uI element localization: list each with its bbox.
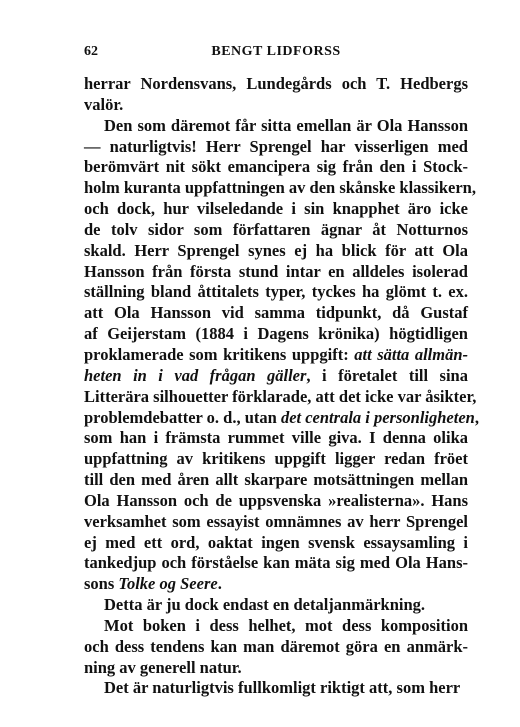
text-line bbox=[84, 324, 468, 345]
text-segment: sons bbox=[84, 574, 119, 594]
text-line bbox=[84, 241, 468, 262]
text-segment: verksamhet som essayist omnämnes av herr Sprengel bbox=[84, 511, 468, 531]
body-text bbox=[84, 74, 479, 699]
text-line bbox=[84, 574, 468, 595]
text-line bbox=[84, 428, 468, 449]
text-line bbox=[84, 282, 468, 303]
text-line bbox=[84, 595, 468, 616]
text-line bbox=[84, 178, 476, 199]
text-segment: som han i främsta rummet ville giva. I denna olika bbox=[84, 428, 468, 448]
text-segment: . bbox=[217, 574, 222, 594]
text-segment: och dess tendens kan man däremot göra en anmärk- bbox=[84, 636, 468, 656]
text-line bbox=[84, 658, 468, 679]
text-line bbox=[84, 553, 468, 574]
italic-text: Tolke og Seere bbox=[118, 574, 218, 594]
paragraph bbox=[84, 74, 468, 116]
text-segment: och dock, hur vilseledande i sin knapphet äro icke bbox=[84, 199, 468, 219]
text-line bbox=[84, 533, 468, 554]
text-line bbox=[84, 303, 468, 324]
text-segment: Litterära silhouetter förklarade, att det icke var åsikter, bbox=[84, 386, 477, 406]
paragraph bbox=[84, 115, 479, 595]
text-segment: af Geijerstam (1884 i Dagens krönika) högtidligen bbox=[84, 324, 468, 344]
text-line bbox=[84, 616, 468, 637]
text-segment: ning av generell natur. bbox=[84, 657, 242, 677]
text-line bbox=[84, 157, 468, 178]
text-segment: berömvärt nit sökt emancipera sig från den i Stock- bbox=[84, 157, 468, 177]
text-segment: valör. bbox=[84, 94, 124, 114]
text-line bbox=[84, 74, 468, 95]
text-line bbox=[84, 137, 468, 158]
text-segment: Det är naturligtvis fullkomligt riktigt att, som herr bbox=[104, 678, 461, 698]
text-segment: holm kuranta uppfattningen av den skånske klassikern, bbox=[84, 178, 476, 198]
text-line bbox=[84, 386, 477, 408]
text-line bbox=[84, 366, 468, 387]
text-line bbox=[84, 512, 468, 533]
text-segment: proklamerade som kritikens uppgift: bbox=[84, 344, 355, 364]
text-segment: Hansson från första stund intar en alldeles isolerad bbox=[84, 261, 468, 281]
text-segment: Ola Hansson och de uppsvenska »realisterna». Hans bbox=[84, 490, 468, 510]
text-line bbox=[84, 220, 468, 241]
text-segment: Detta är ju dock endast en detaljanmärkning. bbox=[104, 595, 426, 615]
text-segment: ej med ett ord, oaktat ingen svensk essaysamling i bbox=[84, 532, 468, 552]
text-line bbox=[84, 95, 468, 116]
text-segment: att Ola Hansson vid samma tidpunkt, då Gustaf bbox=[84, 303, 468, 323]
page-header bbox=[84, 44, 468, 64]
text-segment: herrar Nordensvans, Lundegårds och T. Hedbergs bbox=[84, 74, 468, 93]
italic-text: det centrala i personligheten bbox=[280, 407, 475, 427]
text-segment: problemdebatter o. d., utan bbox=[84, 407, 281, 427]
text-segment: uppfattning av kritikens uppgift ligger redan fröet bbox=[84, 449, 468, 469]
text-segment: till den med åren allt skarpare motsättningen mellan bbox=[84, 470, 468, 490]
text-line bbox=[84, 678, 468, 699]
paragraph bbox=[84, 616, 468, 679]
text-line bbox=[84, 199, 468, 220]
text-segment: ställning bland åttitalets typer, tyckes ha glömt t. ex. bbox=[84, 282, 468, 302]
italic-text: heten in i vad frågan gäller bbox=[84, 365, 307, 385]
text-line bbox=[84, 345, 468, 366]
paragraph bbox=[84, 595, 468, 616]
page-number: 62 bbox=[84, 44, 98, 59]
text-segment: Den som däremot får sitta emellan är Ola Hansson bbox=[104, 115, 468, 135]
text-segment: — naturligtvis! Herr Sprengel har visserligen med bbox=[84, 136, 468, 156]
text-segment: Mot boken i dess helhet, mot dess komposition bbox=[104, 615, 468, 635]
text-line bbox=[84, 470, 468, 491]
text-line bbox=[84, 449, 468, 470]
text-segment: , i företalet till sina bbox=[306, 365, 468, 385]
italic-text: att sätta allmän- bbox=[354, 344, 468, 364]
paragraph bbox=[84, 678, 468, 699]
text-line bbox=[84, 407, 479, 429]
text-segment: , bbox=[474, 407, 479, 427]
text-line bbox=[84, 116, 468, 137]
text-line bbox=[84, 637, 468, 658]
text-segment: skald. Herr Sprengel synes ej ha blick för att Ola bbox=[84, 240, 468, 260]
text-line bbox=[84, 491, 468, 512]
text-segment: de tolv sidor som författaren ägnar åt Notturnos bbox=[84, 219, 468, 239]
text-segment: tankedjup och förståelse kan mäta sig med Ola Hans- bbox=[84, 553, 468, 573]
running-head: BENGT LIDFORSS bbox=[211, 44, 341, 59]
text-line bbox=[84, 262, 468, 283]
